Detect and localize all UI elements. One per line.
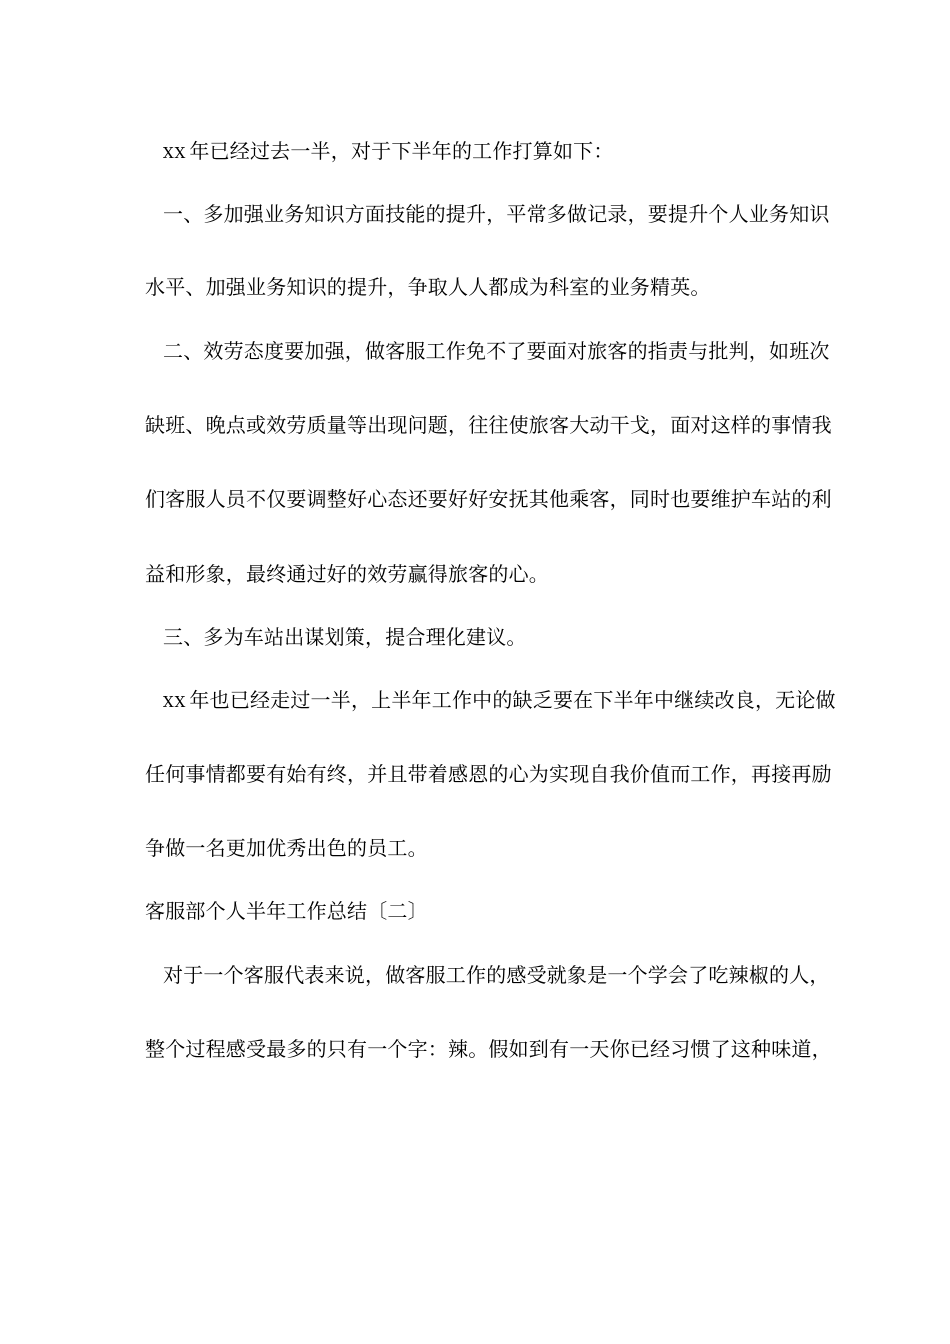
line-text: 一、多加强业务知识方面技能的提升，平常多做记录，要提升个人业务知识 <box>163 202 830 226</box>
paragraph-line-13 <box>0 1035 950 1063</box>
year-placeholder: XX <box>163 144 187 162</box>
paragraph-line-7 <box>0 560 950 588</box>
heading-text: 客服部个人半年工作总结〔二〕 <box>145 899 428 923</box>
line-text: 益和形象，最终通过好的效劳赢得旅客的心。 <box>145 562 549 586</box>
line-text: 水平、加强业务知识的提升，争取人人都成为科室的业务精英。 <box>145 275 711 299</box>
paragraph-line-5 <box>0 411 950 439</box>
line-text: 缺班、晚点或效劳质量等出现问题，往往使旅客大动干戈，面对这样的事情我 <box>145 413 832 437</box>
line-text: 争做一名更加优秀出色的员工。 <box>145 836 428 860</box>
paragraph-line-11 <box>0 834 950 862</box>
paragraph-line-3 <box>0 273 950 301</box>
paragraph-line-2 <box>0 200 950 228</box>
line-text: 们客服人员不仅要调整好心态还要好好安抚其他乘客，同时也要维护车站的利 <box>145 487 832 511</box>
paragraph-line-6 <box>0 485 950 513</box>
paragraph-line-8 <box>0 623 950 651</box>
paragraph-line-1 <box>0 137 950 167</box>
line-text: 二、效劳态度要加强，做客服工作免不了要面对旅客的指责与批判，如班次 <box>163 339 830 363</box>
line-text: 对于一个客服代表来说，做客服工作的感受就象是一个学会了吃辣椒的人， <box>163 963 830 987</box>
paragraph-line-10 <box>0 760 950 788</box>
paragraph-line-4 <box>0 337 950 365</box>
section-heading <box>0 897 950 925</box>
line-text: 年已经过去一半，对于下半年的工作打算如下： <box>189 139 614 163</box>
line-text: 整个过程感受最多的只有一个字：辣。假如到有一天你已经习惯了这种味道， <box>145 1037 832 1061</box>
line-text: 年也已经走过一半，上半年工作中的缺乏要在下半年中继续改良，无论做 <box>189 688 836 712</box>
paragraph-line-12 <box>0 961 950 989</box>
year-placeholder: XX <box>163 693 187 711</box>
line-text: 任何事情都要有始有终，并且带着感恩的心为实现自我价值而工作，再接再励 <box>145 762 832 786</box>
paragraph-line-9 <box>0 686 950 716</box>
line-text: 三、多为车站出谋划策，提合理化建议。 <box>163 625 527 649</box>
